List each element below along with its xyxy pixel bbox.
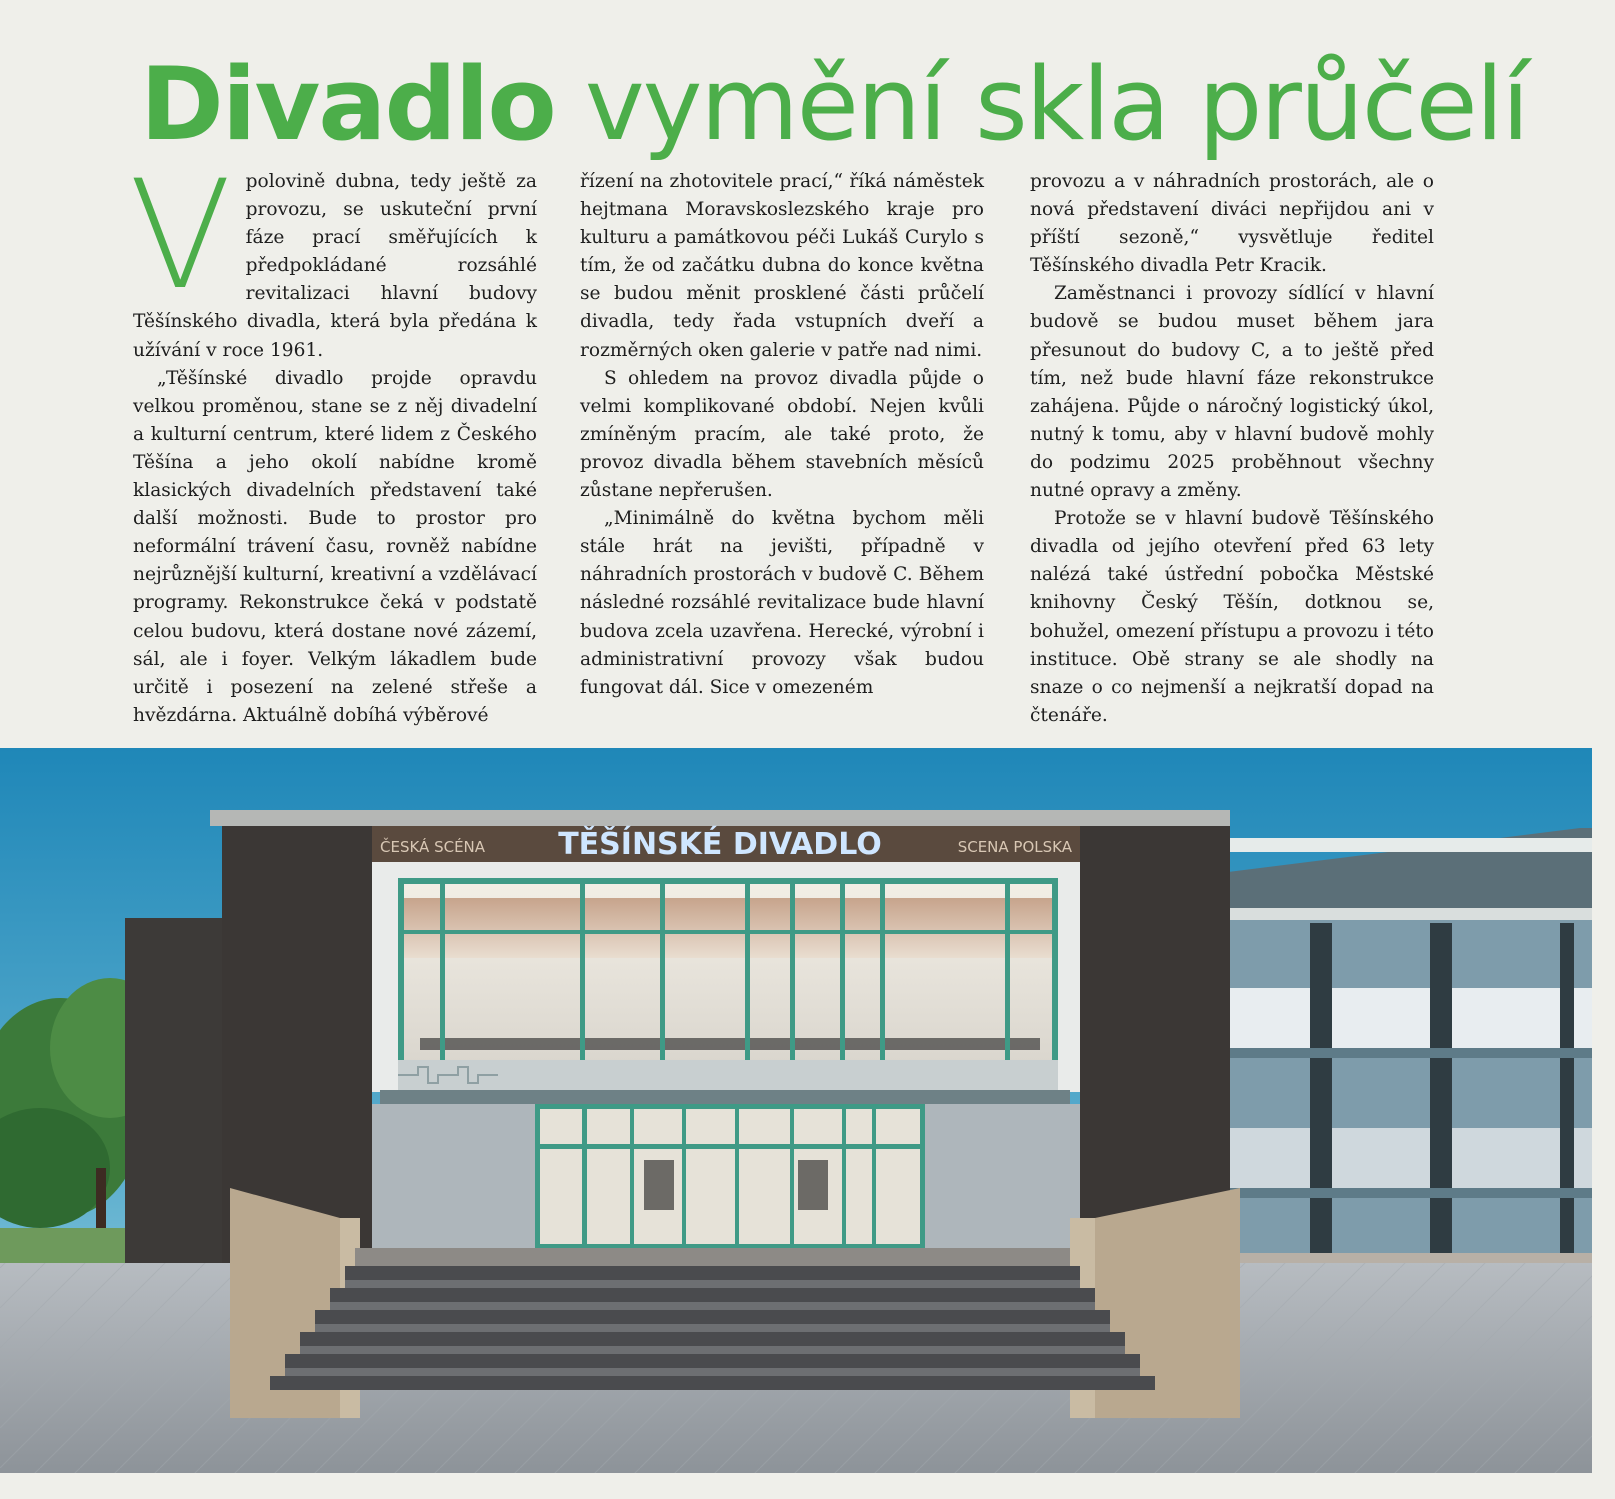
article-column-2 <box>580 168 984 702</box>
left-block <box>125 918 225 1263</box>
article-paragraph: „Těšínské divadlo projde opravdu velkou proměnou, stane se z něj divadelní a kulturní centrum, které lidem z Českého Těšína a jeho okolí nabídne kromě klasických divadelních představení také další možnosti. Bude to prostor pro neformální trávení času, rovněž nabídne nejrůznější kulturní, kreativní a vzdělávací programy. Rekonstrukce čeká v podstatě celou budovu, která dostane nové zázemí, sál, ale i foyer. Velkým lákadlem bude určitě i posezení na zelené střeše a hvězdárna. Aktuálně dobíhá výběrové <box>133 367 537 726</box>
side-wing-building <box>1220 828 1592 1263</box>
headline-bold: Divadlo <box>140 45 555 163</box>
theatre-visualization-photo <box>0 748 1592 1473</box>
article-paragraph: provozu a v náhradních prostorách, ale o nová představení diváci nepřijdou ani v příští sezoně,“ vysvětluje ředitel Těšínského divadla Petr Kracik. <box>1030 171 1434 277</box>
headline-light: vymění skla průčelí <box>554 45 1528 163</box>
theatre-render <box>0 748 1592 1473</box>
headline <box>140 44 1528 164</box>
article-paragraph: S ohledem na provoz divadla půjde o velmi komplikované období. Nejen kvůli zmíněným pracím, ale také proto, že provoz divadla během stavebních měsíců zůstane nepřerušen. <box>580 367 984 502</box>
article-paragraph: Protože se v hlavní budově Těšínského divadla od jejího otevření před 63 lety nalézá také ústřední pobočka Městské knihovny Český Těšín, dotknou se, bohužel, omezení přístupu a provozu i této instituce. Obě strany se ale shodly na snaze o co nejmenší a nejkratší dopad na čtenáře. <box>1030 508 1434 726</box>
article-paragraph: řízení na zhotovitele prací,“ říká náměstek hejtmana Moravskoslezského kraje pro kulturu a památkovou péči Lukáš Curylo s tím, že od začátku dubna do konce května se budou měnit prosklené části průčelí divadla, tedy řada vstupních dveří a rozměrných oken galerie v patře nad nimi. <box>580 171 984 361</box>
sign-main-text: TĚŠÍNSKÉ DIVADLO <box>558 827 882 862</box>
drop-cap: V <box>129 149 232 323</box>
main-facade <box>210 810 1230 1263</box>
article-paragraph: „Minimálně do května bychom měli stále hrát na jevišti, případně v náhradních prostorách v budově C. Během následné rozsáhlé revitalizace bude hlavní budova zcela uzavřena. Herecké, výrobní i administrativní provozy však budou fungovat dál. Sice v omezeném <box>580 508 984 698</box>
article-paragraph <box>129 149 537 365</box>
article-column-1 <box>129 149 537 730</box>
paragraph-text: polovině dubna, tedy ještě za provozu, se uskuteční první fáze prací směřujících k předpokládané rozsáhlé revitalizaci hlavní budovy Těšínského divadla, která byla předána k užívání v roce 1961. <box>133 171 537 361</box>
sign-right-text: SCENA POLSKA <box>957 838 1072 856</box>
article-column-3 <box>1030 168 1434 730</box>
article-paragraph: Zaměstnanci i provozy sídlící v hlavní budově se budou muset během jara přesunout do budovy C, a to ještě před tím, než bude hlavní fáze rekonstrukce zahájena. Půjde o náročný logistický úkol, nutný k tomu, aby v hlavní budově mohly do podzimu 2025 proběhnout všechny nutné opravy a změny. <box>1030 283 1434 502</box>
sign-left-text: ČESKÁ SCÉNA <box>380 838 486 856</box>
